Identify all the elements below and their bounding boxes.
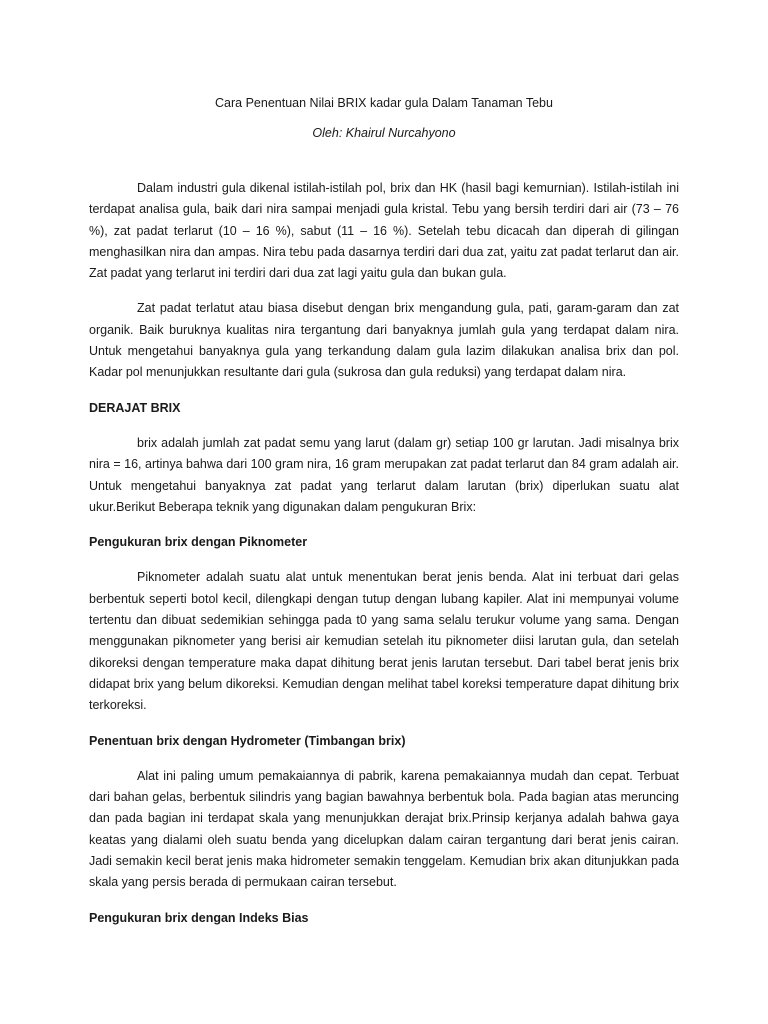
intro-paragraph-1: Dalam industri gula dikenal istilah-istilah pol, brix dan HK (hasil bagi kemurnian). Istilah-istilah ini terdapat analisa gula, baik dari nira sampai menjadi gula kristal. Tebu yang bersih terdiri dari air (73 – 76 %), zat padat terlarut (10 – 16 %), sabut (11 – 16 %). Setelah tebu dicacah dan diperah di gilingan menghasilkan nira dan ampas. Nira tebu pada dasarnya terdiri dari dua zat, yaitu zat padat terlarut dan air. Zat padat yang terlarut ini terdiri dari dua zat lagi yaitu gula dan bukan gula. (89, 181, 679, 281)
intro-paragraph-2: Zat padat terlatut atau biasa disebut dengan brix mengandung gula, pati, garam-garam dan zat organik. Baik buruknya kualitas nira tergantung dari banyaknya jumlah gula yang terdapat dalam nira. Untuk mengetahui banyaknya gula yang terkandung dalam gula lazim dilakukan analisa brix dan pol. Kadar pol menunjukkan resultante dari gula (sukrosa dan gula reduksi) yang terdapat dalam nira. (89, 301, 679, 380)
section-heading-piknometer: Pengukuran brix dengan Piknometer (89, 535, 308, 550)
section-paragraph-hydrometer: Alat ini paling umum pemakaiannya di pabrik, karena pemakaiannya mudah dan cepat. Terbuat dari bahan gelas, berbentuk silindris yang bagian bawahnya berbentuk bola. Pada bagian atas meruncing dan pada bagian ini terdapat skala yang menunjukkan derajat brix.Prinsip kerjanya adalah bahwa gaya keatas yang dialami oleh suatu benda yang dicelupkan dalam cairan tergantung dari berat jenis cairan. Jadi semakin kecil berat jenis maka hidrometer semakin tenggelam. Kemudian brix akan ditunjukkan pada skala yang persis berada di permukaan cairan tersebut. (89, 768, 679, 890)
document-author: Oleh: Khairul Nurcahyono (312, 126, 456, 140)
section-paragraph-derajat-brix: brix adalah jumlah zat padat semu yang larut (dalam gr) setiap 100 gr larutan. Jadi misalnya brix nira = 16, artinya bahwa dari 100 gram nira, 16 gram merupakan zat padat terlarut dan 84 gram adalah air. Untuk mengetahui banyaknya zat padat yang terlarut dalam larutan (brix) diperlukan suatu alat ukur.Berikut Beberapa teknik yang digunakan dalam pengukuran Brix: (89, 435, 679, 514)
section-heading-derajat-brix: DERAJAT BRIX (89, 400, 181, 415)
section-heading-hydrometer: Penentuan brix dengan Hydrometer (Timbangan brix) (89, 733, 406, 748)
document-title: Cara Penentuan Nilai BRIX kadar gula Dalam Tanaman Tebu (215, 96, 553, 110)
section-paragraph-piknometer: Piknometer adalah suatu alat untuk menentukan berat jenis benda. Alat ini terbuat dari gelas berbentuk seperti botol kecil, dilengkapi dengan tutup dengan lubang kapiler. Alat ini mempunyai volume tertentu dan dibuat sedemikian sehingga pada t0 yang sama selalu terukur volume yang sama. Dengan menggunakan piknometer yang berisi air kemudian setelah itu piknometer diisi larutan gula, dan setelah dikoreksi dengan temperature maka dapat dihitung berat jenis larutan tersebut. Dari tabel berat jenis brix didapat brix yang belum dikoreksi. Kemudian dengan melihat tabel koreksi temperature dapat dihitung brix terkoreksi. (89, 570, 679, 713)
section-heading-indeks-bias: Pengukuran brix dengan Indeks Bias (89, 910, 309, 925)
